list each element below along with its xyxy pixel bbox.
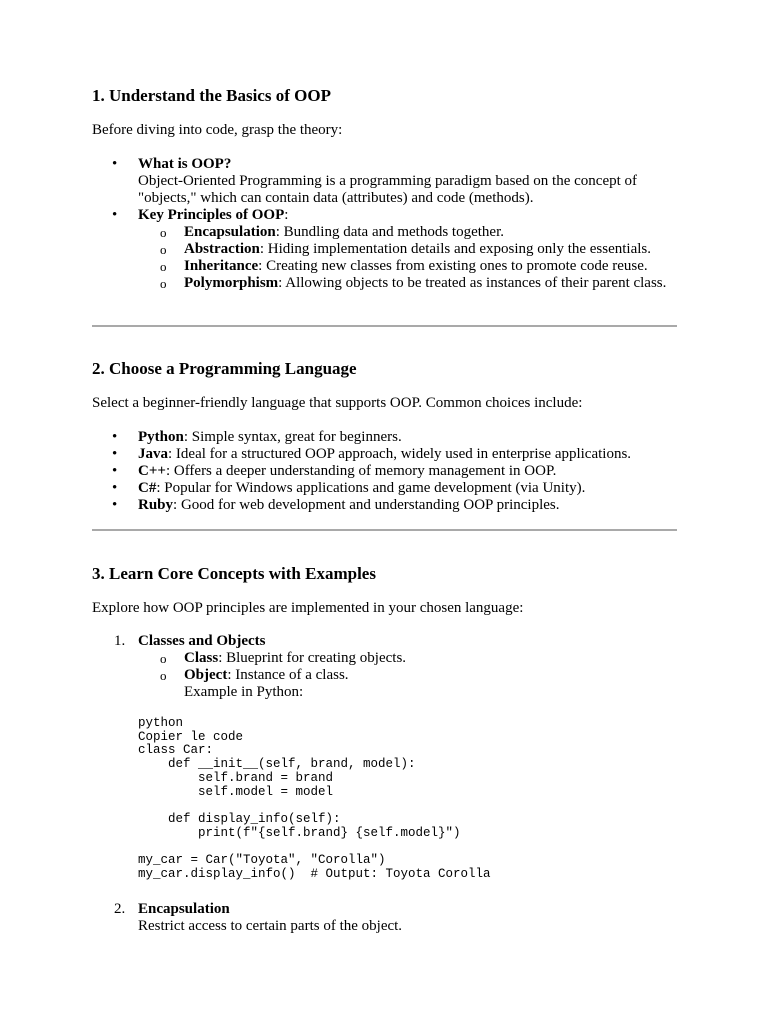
sublist-item xyxy=(138,258,677,275)
code-line xyxy=(138,840,491,854)
code-line: class Car: xyxy=(138,743,214,758)
item-title: Ruby xyxy=(138,497,174,513)
bullet: • xyxy=(112,446,118,462)
code-line: def display_info(self): xyxy=(138,811,341,826)
item-text: Restrict access to certain parts of the object. xyxy=(138,918,403,934)
code-line: def __init__(self, brand, model): xyxy=(138,757,416,772)
item-number: 2. xyxy=(114,901,126,917)
code-line: self.model = model xyxy=(138,784,334,799)
list-item-language xyxy=(92,497,677,514)
bullet: • xyxy=(112,480,118,496)
principles-sublist xyxy=(138,224,677,292)
sub-item-text: : Instance of a class. xyxy=(227,667,349,683)
sub-item-text: : Blueprint for creating objects. xyxy=(218,650,407,666)
item-text: : Offers a deeper understanding of memory management in OOP. xyxy=(165,463,557,479)
bullet: • xyxy=(112,463,118,479)
list-item-language xyxy=(92,480,677,497)
bullet: • xyxy=(112,429,118,445)
list-item-key-principles xyxy=(92,207,677,292)
sub-item-title: Polymorphism xyxy=(184,275,279,291)
sublist-item xyxy=(138,650,677,667)
bullet: • xyxy=(112,497,118,513)
sublist-item xyxy=(138,667,677,701)
section-2-list xyxy=(92,429,677,514)
copy-code-link[interactable]: Copier le code xyxy=(138,729,244,744)
code-line: my_car = Car("Toyota", "Corolla") xyxy=(138,853,386,868)
sub-item-title: Abstraction xyxy=(184,241,260,257)
sub-item-text: : Bundling data and methods together. xyxy=(275,224,504,240)
example-label: Example in Python: xyxy=(184,684,304,700)
section-1-intro: Before diving into code, grasp the theory: xyxy=(92,122,343,138)
section-3-list-part-1 xyxy=(92,633,677,701)
sub-item-title: Object xyxy=(184,667,228,683)
list-item-language xyxy=(92,463,677,480)
item-title: Python xyxy=(138,429,184,445)
code-line: print(f"{self.brand} {self.model}") xyxy=(138,825,461,840)
numbered-item-classes-objects xyxy=(92,633,677,701)
sub-item-title: Class xyxy=(184,650,219,666)
item-text: : Ideal for a structured OOP approach, widely used in enterprise applications. xyxy=(168,446,632,462)
list-item-what-is-oop xyxy=(92,156,677,207)
item-suffix: : xyxy=(284,207,289,223)
item-title: What is OOP? xyxy=(138,156,232,172)
sublist-item xyxy=(138,224,677,241)
item-text: : Good for web development and understanding OOP principles. xyxy=(173,497,560,513)
section-1-heading: 1. Understand the Basics of OOP xyxy=(92,86,331,105)
sub-bullet: o xyxy=(160,242,167,257)
code-line: self.brand = brand xyxy=(138,770,334,785)
list-item-language xyxy=(92,446,677,463)
sub-bullet: o xyxy=(160,276,167,291)
sub-bullet: o xyxy=(160,225,167,240)
item-title: C++ xyxy=(138,463,166,479)
sub-item-title: Inheritance xyxy=(184,258,259,274)
item-text: : Simple syntax, great for beginners. xyxy=(183,429,402,445)
section-divider xyxy=(92,325,677,327)
bullet: • xyxy=(112,156,118,172)
section-divider xyxy=(92,529,677,531)
section-3-intro: Explore how OOP principles are implemented in your chosen language: xyxy=(92,600,524,616)
section-2-heading: 2. Choose a Programming Language xyxy=(92,359,357,378)
code-block xyxy=(138,717,491,881)
bullet: • xyxy=(112,207,118,223)
sub-item-text: : Allowing objects to be treated as instances of their parent class. xyxy=(278,275,667,291)
section-1-list xyxy=(92,156,677,292)
item-title: Classes and Objects xyxy=(138,633,266,649)
section-3-heading: 3. Learn Core Concepts with Examples xyxy=(92,564,376,583)
item-text: : Popular for Windows applications and game development (via Unity). xyxy=(156,480,586,496)
item-title: Java xyxy=(138,446,168,462)
sub-bullet: o xyxy=(160,651,167,666)
sub-item-text: : Hiding implementation details and exposing only the essentials. xyxy=(259,241,652,257)
code-line: my_car.display_info() # Output: Toyota Corolla xyxy=(138,866,491,881)
item-title: C# xyxy=(138,480,157,496)
item-title: Key Principles of OOP xyxy=(138,207,285,223)
section-2-intro: Select a beginner-friendly language that supports OOP. Common choices include: xyxy=(92,395,583,411)
item-number: 1. xyxy=(114,633,126,649)
item-text: Object-Oriented Programming is a programming paradigm based on the concept of "objects," which can contain data (attributes) and code (methods). xyxy=(138,173,638,206)
section-3-list-part-2 xyxy=(92,901,677,935)
numbered-item-encapsulation xyxy=(92,901,677,935)
sub-bullet: o xyxy=(160,668,167,683)
sub-item-text: : Creating new classes from existing ones to promote code reuse. xyxy=(258,258,648,274)
item-title: Encapsulation xyxy=(138,901,230,917)
code-line xyxy=(138,799,491,813)
classes-sublist xyxy=(138,650,677,701)
sub-bullet: o xyxy=(160,259,167,274)
code-line: python xyxy=(138,716,184,730)
sub-item-title: Encapsulation xyxy=(184,224,276,240)
sublist-item xyxy=(138,275,677,292)
sublist-item xyxy=(138,241,677,258)
list-item-language xyxy=(92,429,677,446)
